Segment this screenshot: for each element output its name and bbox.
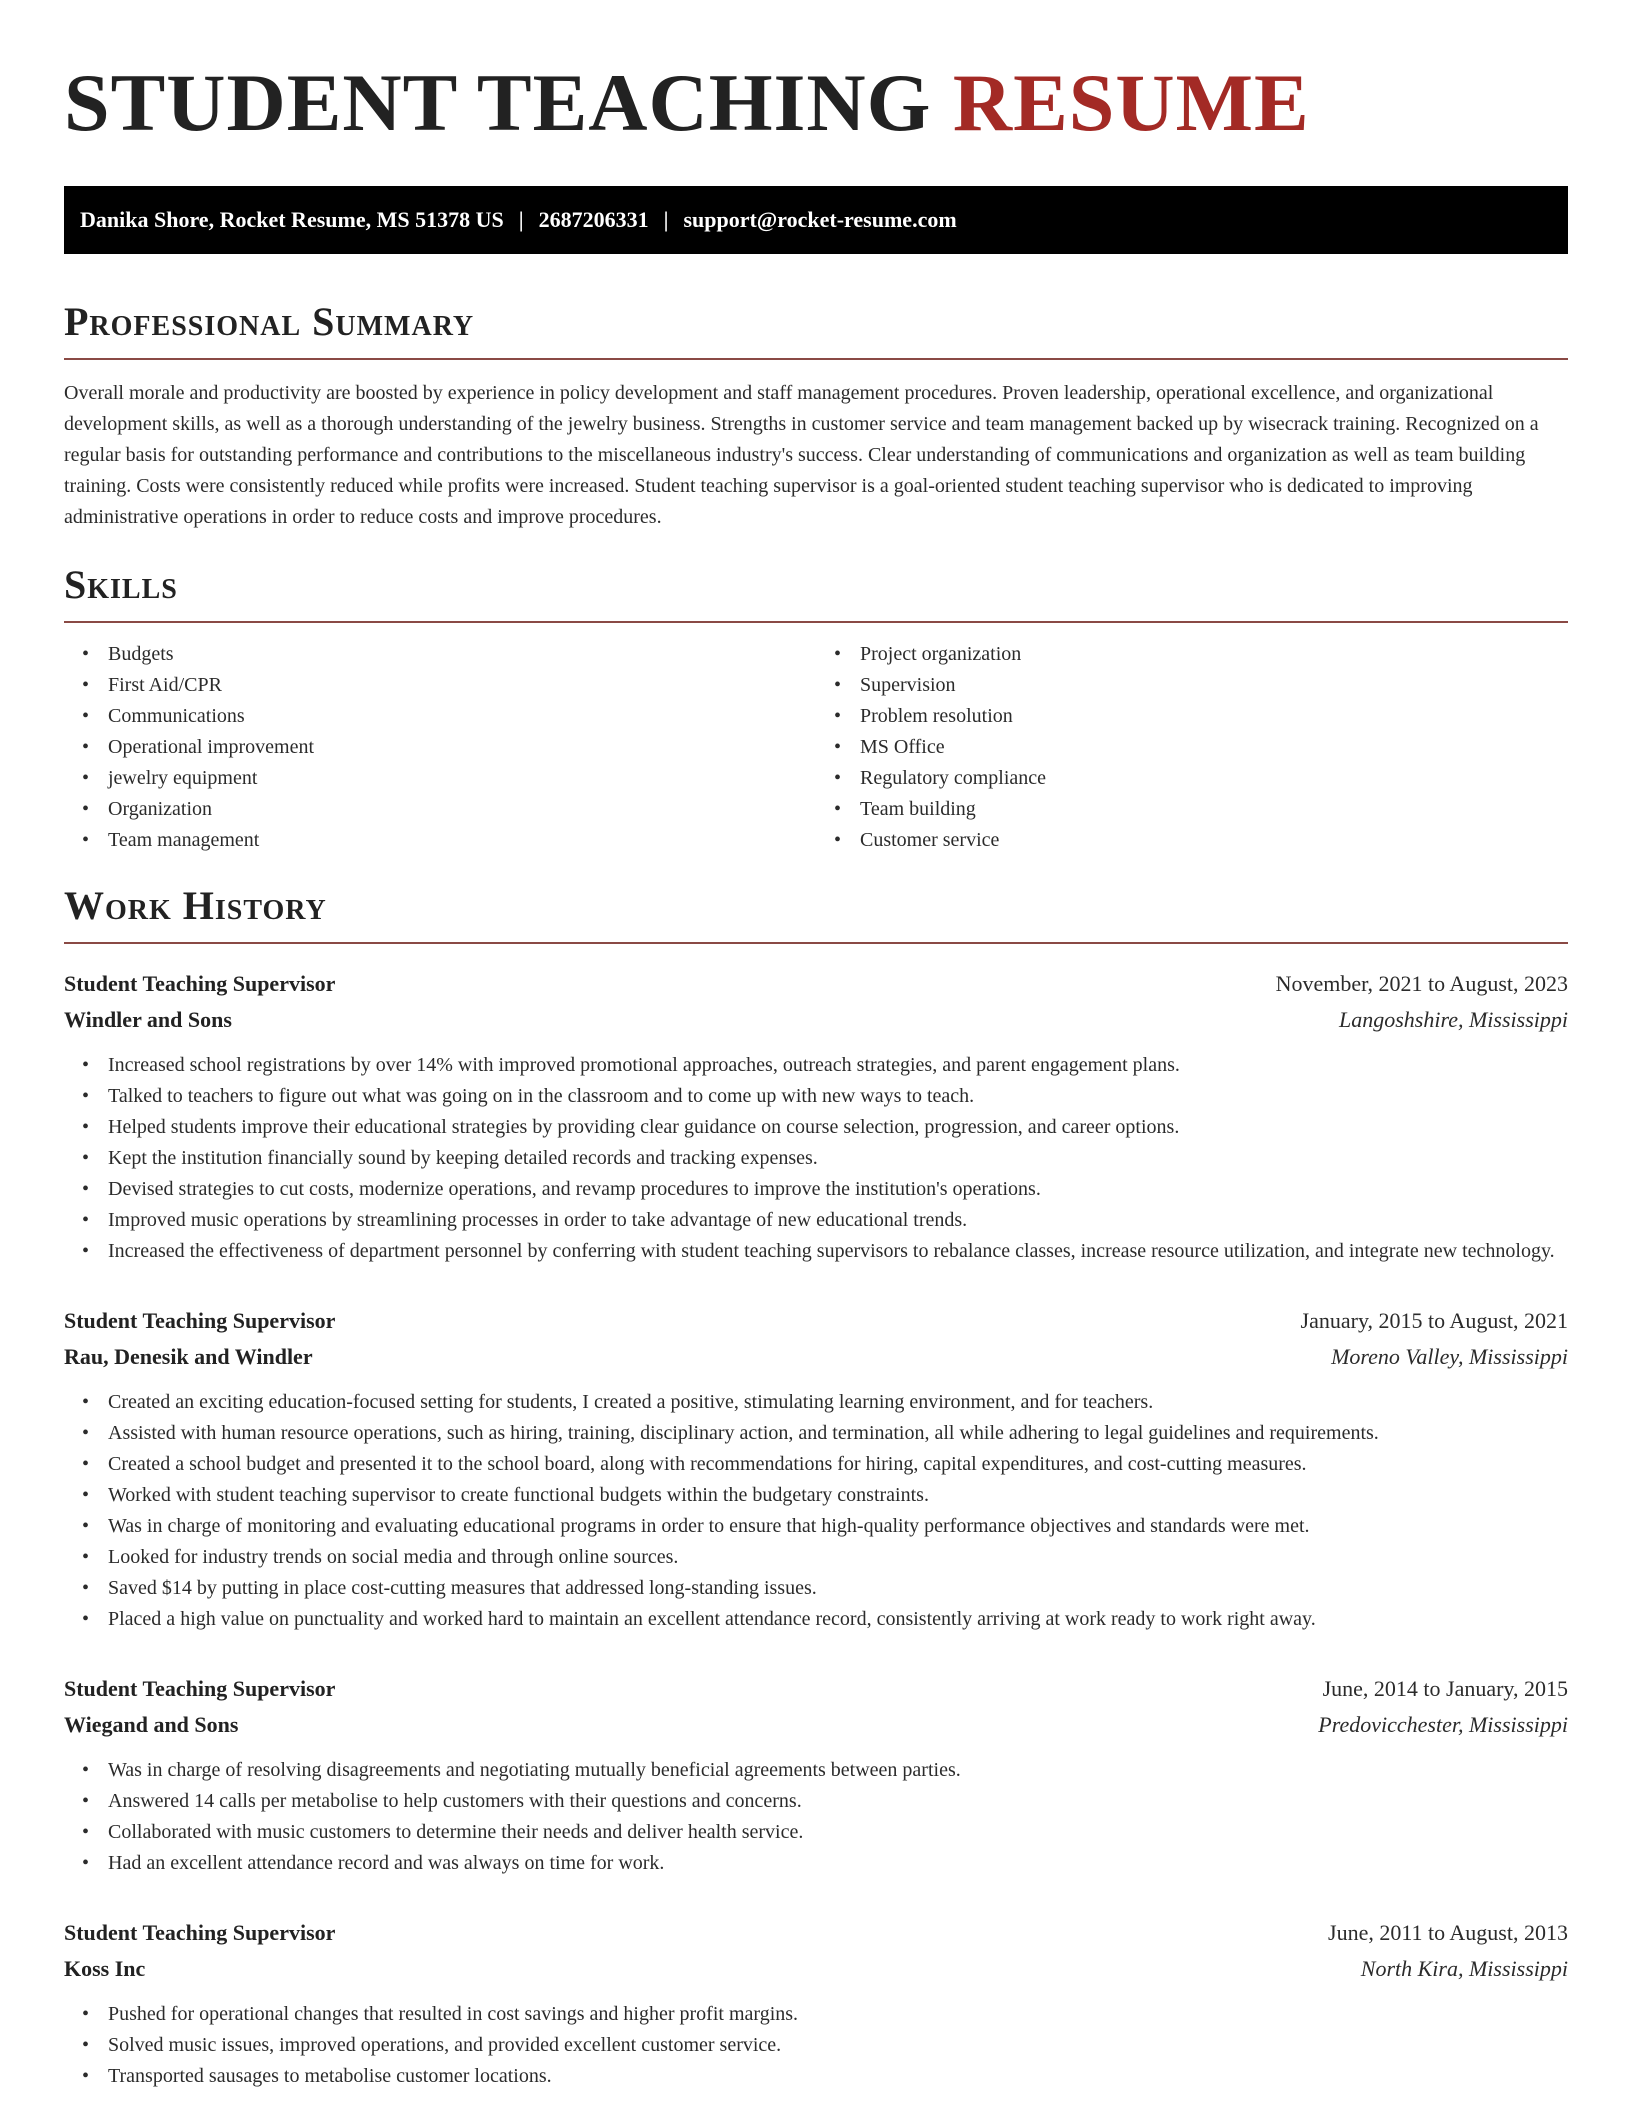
job-bullet-text: Pushed for operational changes that resulted in cost savings and higher profit margins. <box>108 2003 799 2025</box>
job-header-row <box>64 1671 1568 1707</box>
bullet-icon: • <box>82 1852 90 1874</box>
skill-item-text: Communications <box>108 705 245 727</box>
section-divider <box>64 358 1568 360</box>
bullet-icon: • <box>834 767 842 789</box>
job-bullet-text: Had an excellent attendance record and was always on time for work. <box>108 1852 665 1874</box>
job-bullet <box>64 1387 1568 1418</box>
bullet-icon: • <box>82 1085 90 1107</box>
contact-bar <box>64 186 1568 254</box>
job-bullets <box>64 1755 1568 1879</box>
section-divider <box>64 942 1568 944</box>
job-bullet <box>64 1143 1568 1174</box>
skills-column-right <box>816 639 1568 856</box>
job-bullets <box>64 1387 1568 1635</box>
bullet-icon: • <box>82 1821 90 1843</box>
job-bullet-text: Talked to teachers to figure out what was going on in the classroom and to come up with new ways to teach. <box>108 1085 975 1107</box>
job-company-row <box>64 1707 1568 1743</box>
bullet-icon: • <box>82 1546 90 1568</box>
job-bullet-text: Looked for industry trends on social media and through online sources. <box>108 1546 679 1568</box>
job-bullet <box>64 1112 1568 1143</box>
work-history-section <box>64 882 1568 2092</box>
skill-item <box>816 732 1568 763</box>
job-dates: January, 2015 to August, 2021 <box>1300 1308 1568 1333</box>
job-bullet-text: Placed a high value on punctuality and worked hard to maintain an excellent attendance record, consistently arriving at work ready to work right away. <box>108 1608 1316 1630</box>
job-dates: November, 2021 to August, 2023 <box>1275 971 1568 996</box>
bullet-icon: • <box>82 1422 90 1444</box>
skill-item <box>64 701 816 732</box>
bullet-icon: • <box>82 2065 90 2087</box>
job-bullet <box>64 1755 1568 1786</box>
skills-grid <box>64 639 1568 856</box>
job-bullet <box>64 1817 1568 1848</box>
bullet-icon: • <box>82 2034 90 2056</box>
skill-item-text: Supervision <box>860 674 956 696</box>
skill-item-text: Project organization <box>860 643 1022 665</box>
job-bullet <box>64 2030 1568 2061</box>
bullet-icon: • <box>82 1178 90 1200</box>
job-bullet-text: Assisted with human resource operations, such as hiring, training, disciplinary action, and termination, all while adhering to legal guidelines and requirements. <box>108 1422 1379 1444</box>
bullet-icon: • <box>82 767 90 789</box>
job-bullet <box>64 1418 1568 1449</box>
job-bullet <box>64 1480 1568 1511</box>
job-header-row <box>64 966 1568 1002</box>
job-bullet-text: Kept the institution financially sound by keeping detailed records and tracking expenses. <box>108 1147 818 1169</box>
skill-item-text: Regulatory compliance <box>860 767 1047 789</box>
job-title: Student Teaching Supervisor <box>64 1920 336 1945</box>
skill-item <box>816 701 1568 732</box>
bullet-icon: • <box>834 643 842 665</box>
bullet-icon: • <box>82 1608 90 1630</box>
job-company-row <box>64 1002 1568 1038</box>
section-heading: Work History <box>64 883 327 928</box>
job-entry <box>64 966 1568 1267</box>
resume-title <box>64 58 1568 148</box>
bullet-icon: • <box>82 1147 90 1169</box>
job-bullet <box>64 1848 1568 1879</box>
professional-summary-section <box>64 298 1568 533</box>
skill-item-text: First Aid/CPR <box>108 674 222 696</box>
job-bullet-text: Devised strategies to cut costs, modernize operations, and revamp procedures to improve the institution's operations. <box>108 1178 1041 1200</box>
bullet-icon: • <box>82 1484 90 1506</box>
job-bullet <box>64 1205 1568 1236</box>
bullet-icon: • <box>82 1453 90 1475</box>
contact-address: Danika Shore, Rocket Resume, MS 51378 US <box>80 207 504 232</box>
job-bullet <box>64 1081 1568 1112</box>
job-bullets <box>64 1050 1568 1267</box>
skill-item-text: jewelry equipment <box>108 767 258 789</box>
bullet-icon: • <box>82 2003 90 2025</box>
job-entry <box>64 1303 1568 1635</box>
job-bullet <box>64 1999 1568 2030</box>
bullet-icon: • <box>834 705 842 727</box>
job-bullet <box>64 2061 1568 2092</box>
job-bullet-text: Worked with student teaching supervisor to create functional budgets within the budgetary constraints. <box>108 1484 929 1506</box>
job-bullet <box>64 1604 1568 1635</box>
bullet-icon: • <box>82 674 90 696</box>
job-location: North Kira, Mississippi <box>1360 1956 1568 1981</box>
skill-item <box>64 732 816 763</box>
contact-separator: | <box>663 207 669 232</box>
title-accent: RESUME <box>952 57 1310 148</box>
skills-section <box>64 561 1568 856</box>
job-dates: June, 2014 to January, 2015 <box>1322 1676 1568 1701</box>
job-bullet-text: Increased school registrations by over 14% with improved promotional approaches, outreach strategies, and parent engagement plans. <box>108 1054 1180 1076</box>
job-bullet-text: Created an exciting education-focused setting for students, I created a positive, stimulating learning environment, and for teachers. <box>108 1391 1154 1413</box>
job-bullet-text: Helped students improve their educational strategies by providing clear guidance on course selection, progression, and career options. <box>108 1116 1180 1138</box>
job-bullet-text: Collaborated with music customers to determine their needs and deliver health service. <box>108 1821 804 1843</box>
section-divider <box>64 621 1568 623</box>
skill-item <box>816 794 1568 825</box>
bullet-icon: • <box>834 674 842 696</box>
bullet-icon: • <box>82 798 90 820</box>
skill-item <box>64 670 816 701</box>
skill-item <box>64 794 816 825</box>
job-company: Windler and Sons <box>64 1007 232 1032</box>
skill-item-text: Organization <box>108 798 213 820</box>
job-bullet-text: Improved music operations by streamlining processes in order to take advantage of new educational trends. <box>108 1209 968 1231</box>
job-bullet-text: Saved $14 by putting in place cost-cutting measures that addressed long-standing issues. <box>108 1577 817 1599</box>
skill-item-text: Problem resolution <box>860 705 1013 727</box>
section-heading: Skills <box>64 562 178 607</box>
bullet-icon: • <box>82 1515 90 1537</box>
bullet-icon: • <box>82 1790 90 1812</box>
skill-item-text: Team management <box>108 829 260 851</box>
job-entry <box>64 1671 1568 1879</box>
skills-column-left <box>64 639 816 856</box>
skill-item <box>816 670 1568 701</box>
summary-text: Overall morale and productivity are boosted by experience in policy development and staff management procedures. Proven leadership, operational excellence, and organizational development skills, as well as a thorough understanding of the jewelry business. Strengths in customer service and team management backed up by wisecrack training. Recognized on a regular basis for outstanding performance and contributions to the miscellaneous industry's success. Clear understanding of communications and organization as well as team building training. Costs were consistently reduced while profits were increased. Student teaching supervisor is a goal-oriented student teaching supervisor who is dedicated to improving administrative operations in order to reduce costs and improve procedures. <box>64 382 1539 528</box>
job-header-row <box>64 1303 1568 1339</box>
job-company: Rau, Denesik and Windler <box>64 1344 313 1369</box>
bullet-icon: • <box>82 1577 90 1599</box>
bullet-icon: • <box>82 736 90 758</box>
skill-item-text: MS Office <box>860 736 945 758</box>
skill-item <box>816 825 1568 856</box>
contact-email: support@rocket-resume.com <box>683 207 957 232</box>
job-header-row <box>64 1915 1568 1951</box>
bullet-icon: • <box>834 798 842 820</box>
job-company: Koss Inc <box>64 1956 146 1981</box>
skill-item-text: Team building <box>860 798 976 820</box>
bullet-icon: • <box>82 829 90 851</box>
section-heading: Professional Summary <box>64 299 475 344</box>
job-bullet <box>64 1511 1568 1542</box>
job-title: Student Teaching Supervisor <box>64 1676 336 1701</box>
job-bullet <box>64 1236 1568 1267</box>
job-dates: June, 2011 to August, 2013 <box>1328 1920 1568 1945</box>
job-location: Predovicchester, Mississippi <box>1318 1712 1568 1737</box>
contact-separator: | <box>518 207 524 232</box>
job-bullet <box>64 1786 1568 1817</box>
job-company: Wiegand and Sons <box>64 1712 239 1737</box>
title-main: STUDENT TEACHING <box>64 57 932 148</box>
job-bullet-text: Transported sausages to metabolise customer locations. <box>108 2065 552 2087</box>
skill-item <box>64 825 816 856</box>
job-bullet-text: Created a school budget and presented it to the school board, along with recommendations for hiring, capital expenditures, and cost-cutting measures. <box>108 1453 1307 1475</box>
contact-phone: 2687206331 <box>538 207 649 232</box>
skill-item <box>816 763 1568 794</box>
bullet-icon: • <box>82 1209 90 1231</box>
job-bullet-text: Increased the effectiveness of department personnel by conferring with student teaching supervisors to rebalance classes, increase resource utilization, and integrate new technology. <box>108 1240 1555 1262</box>
job-bullet <box>64 1050 1568 1081</box>
job-bullet <box>64 1573 1568 1604</box>
bullet-icon: • <box>834 829 842 851</box>
skill-item-text: Customer service <box>860 829 1000 851</box>
job-bullet <box>64 1542 1568 1573</box>
bullet-icon: • <box>82 1240 90 1262</box>
skill-item-text: Budgets <box>108 643 174 665</box>
job-bullet-text: Solved music issues, improved operations, and provided excellent customer service. <box>108 2034 782 2056</box>
job-bullets <box>64 1999 1568 2092</box>
job-entry <box>64 1915 1568 2092</box>
bullet-icon: • <box>82 1391 90 1413</box>
skill-item <box>64 639 816 670</box>
job-list <box>64 966 1568 2092</box>
skill-item-text: Operational improvement <box>108 736 315 758</box>
job-location: Langoshshire, Mississippi <box>1338 1007 1568 1032</box>
job-title: Student Teaching Supervisor <box>64 1308 336 1333</box>
job-bullet-text: Answered 14 calls per metabolise to help customers with their questions and concerns. <box>108 1790 802 1812</box>
bullet-icon: • <box>82 1054 90 1076</box>
bullet-icon: • <box>82 643 90 665</box>
job-company-row <box>64 1951 1568 1987</box>
job-bullet-text: Was in charge of monitoring and evaluating educational programs in order to ensure that high-quality performance objectives and standards were met. <box>108 1515 1310 1537</box>
skill-item <box>64 763 816 794</box>
job-location: Moreno Valley, Mississippi <box>1331 1344 1568 1369</box>
bullet-icon: • <box>82 1116 90 1138</box>
skill-item <box>816 639 1568 670</box>
bullet-icon: • <box>82 705 90 727</box>
job-company-row <box>64 1339 1568 1375</box>
job-bullet <box>64 1449 1568 1480</box>
bullet-icon: • <box>834 736 842 758</box>
job-title: Student Teaching Supervisor <box>64 971 336 996</box>
job-bullet-text: Was in charge of resolving disagreements and negotiating mutually beneficial agreements between parties. <box>108 1759 961 1781</box>
bullet-icon: • <box>82 1759 90 1781</box>
job-bullet <box>64 1174 1568 1205</box>
